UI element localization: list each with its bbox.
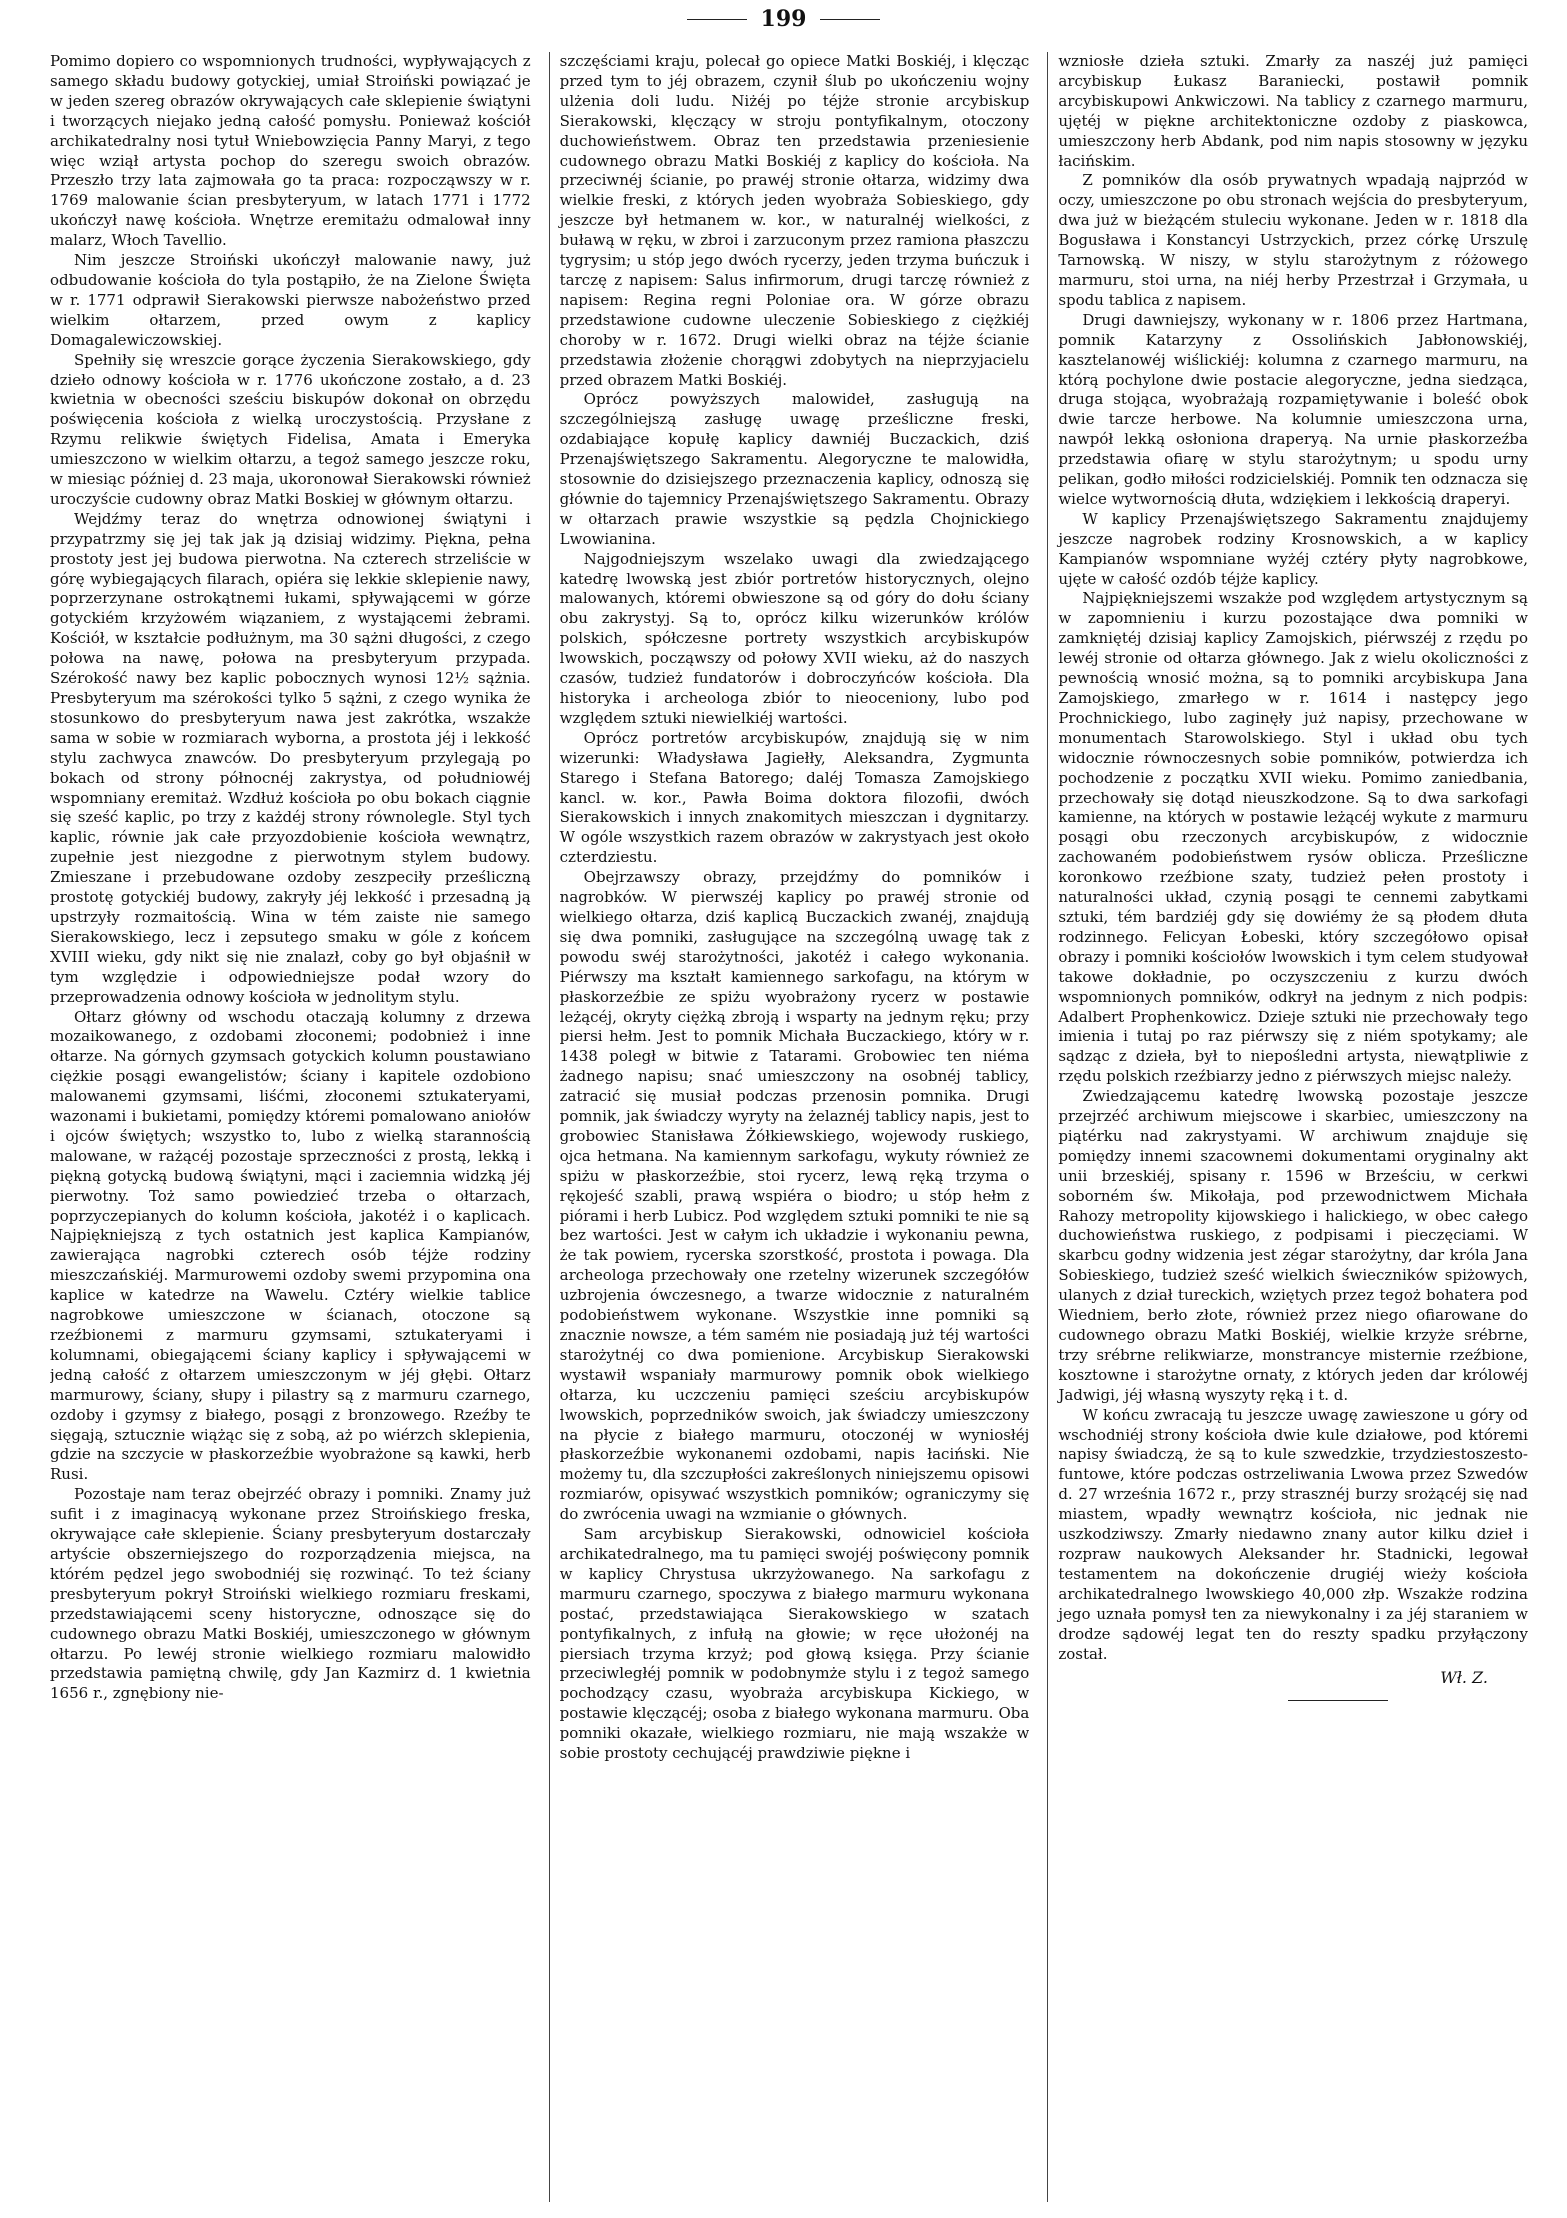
paragraph: Najgodniejszym wszelako uwagi dla zwiedzającego katedrę lwowską jest zbiór portretów historycznych, olejno malowanych, któremi obwieszone są od góry do dołu ściany obu zakrystyj. Są to, oprócz kilku wizerunków królów polskich, spółczesne portrety wszystkich arcybiskupów lwowskich, począwszy od połowy XVII wieku, aż do naszych czasów, tudzież fundatorów i dobroczyńców kościoła. Dla historyka i archeologa zbiór to nieoceniony, lubo pod względem sztuki niewielkiéj wartości.	[559, 549, 1030, 727]
header-rule-right	[820, 19, 880, 20]
paragraph: Pozostaje nam teraz obejrzéć obrazy i pomniki. Znamy już sufit i z imaginacyą wykonane przez Stroińskiego freska, okrywające całe sklepienie. Ściany presbyteryum dostarczały artyście obszerniejszego do rozporządzenia miejsca, na którém pędzel jego swobodniéj się rozwinąć. To też ściany presbyteryum pokrył Stroiński wielkiego rozmiaru freskami, przedstawiającemi sceny historyczne, odnoszące się do cudownego obrazu Matki Boskiéj, umieszczonego w głównym ołtarzu. Po lewéj stronie wielkiego rozmiaru malowidło przedstawia pamiętną chwilę, gdy Jan Kazmirz d. 1 kwietnia 1656 r., zgnębiony nie-	[50, 1485, 531, 1703]
header-rule-left	[687, 19, 747, 20]
paragraph: Obejrzawszy obrazy, przejdźmy do pomników i nagrobków. W pierwszéj kaplicy po prawéj stronie od wielkiego ołtarza, dziś kaplicą Buczackich zwanéj, znajdują się dwa pomniki, zasługujące na szczególną uwagę tak z powodu swéj starożytności, jakotéż i całego wykonania. Piérwszy ma kształt kamiennego sarkofagu, na którym w płaskorzeźbie ze spiżu wyobrażony rycerz w postawie leżącéj, okryty ciężką zbroją i wsparty na jednym ręku; przy piersi hełm. Jest to pomnik Michała Buczackiego, który w r. 1438 poległ w bitwie z Tatarami. Grobowiec ten niéma żadnego napisu; snać umieszczony na osobnéj tablicy, zatracić się musiał podczas przenosin pomnika. Drugi pomnik, jak świadczy wyryty na żelaznéj tablicy napis, jest to grobowiec Stanisława Żółkiewskiego, wojewody ruskiego, ojca hetmana. Na kamiennym sarkofagu, wykuty również ze spiżu w płaskorzeźbie, stoi rycerz, lewą ręką trzyma o rękojeść szabli, prawą wspiéra o biodro; u stóp hełm z piórami i herb Lubicz. Pod względem sztuki pomniki te nie są bez wartości. Jest w całym ich układzie i wykonaniu pewna, że tak powiem, rycerska szorstkość, prostota i powaga. Dla archeologa przechowały one rzetelny wizerunek szczegółów uzbrojenia ówczesnego, a twarze widocznie z naturalném podobieństwem wykonane. Wszystkie inne pomniki są znacznie nowsze, a tém samém nie posiadają już téj wartości starożytnéj co dwa pomienione. Arcybiskup Sierakowski wystawił wspaniały marmurowy pomnik obok wielkiego ołtarza, ku uczczeniu pamięci sześciu arcybiskupów lwowskich, poprzedników swoich, jak świadczy umieszczony na płycie z białego marmuru, otoczonéj w wyniosłéj płaskorzeźbie wykonanemi ozdobami, napis łaciński. Nie możemy tu, dla szczupłości zakreślonych niniejszemu opisowi rozmiarów, opisywać wszystkich pomników; ograniczymy się do zwrócenia uwagi na wzmianie o głównych.	[559, 868, 1030, 1524]
paragraph: Nim jeszcze Stroiński ukończył malowanie nawy, już odbudowanie kościoła do tyla postąpiło, że na Zielone Święta w r. 1771 odprawił Sierakowski pierwsze nabożeństwo przed wielkim ołtarzem, przed owym z kaplicy Domagalewiczowskiej.	[50, 251, 531, 349]
paragraph: Oprócz powyższych malowideł, zasługują na szczególniejszą zasługę uwagę prześliczne freski, ozdabiające kopułę kaplicy dawniéj Buczackich, dziś Przenajświętszego Sakramentu. Alegoryczne te malowidła, stosownie do dzisiejszego przeznaczenia kaplicy, odnoszą się głównie do tajemnicy Przenajświętszego Sakramentu. Obrazy w ołtarzach prawie wszystkie są pędzla Chojnickiego Lwowianina.	[559, 390, 1030, 548]
page-header	[0, 6, 1567, 32]
paragraph: Oprócz portretów arcybiskupów, znajdują się w nim wizerunki: Władysława Jagiełły, Aleksandra, Zygmunta Starego i Stefana Batorego; daléj Tomasza Zamojskiego kancl. w. kor., Pawła Boima doktora filozofii, dwóch Sierakowskich i innych znakomitych mieszczan i dygnitarzy. W ogóle wszystkich razem obrazów w zakrystyach jest około czterdziestu.	[559, 728, 1030, 867]
text-column-3	[1047, 52, 1528, 2202]
paragraph: Pomimo dopiero co wspomnionych trudności, wypływających z samego składu budowy gotyckiej, umiał Stroiński powiązać je w jeden szereg obrazów okrywających całe sklepienie świątyni i tworzących niejako jedną całość pomysłu. Ponieważ kościół archikatedralny nosi tytuł Wniebowzięcia Panny Maryi, z tego więc wziął artysta pochop do szeregu swoich obrazów. Przeszło trzy lata zajmowała go ta praca: rozpocząwszy w r. 1769 malowanie ścian presbyteryum, w latach 1771 i 1772 ukończył nawę kościoła. Wnętrze eremitażu odmalował inny malarz, Włoch Tavellio.	[50, 52, 531, 250]
text-column-1	[50, 52, 531, 2202]
paragraph: Spełniły się wreszcie gorące życzenia Sierakowskiego, gdy dzieło odnowy kościoła w r. 1776 ukończone zostało, a d. 23 kwietnia w obecności sześciu biskupów dokonał on obrzędu poświęcenia kościoła z wielką uroczystością. Przysłane z Rzymu relikwie świętych Fidelisa, Amata i Emeryka umieszczono w wielkim ołtarzu, a tegoż samego jeszcze roku, w miesiąc później d. 23 maja, ukoronował Sierakowski również uroczyście cudowny obraz Matki Boskiej w głównym ołtarzu.	[50, 350, 531, 508]
paragraph: W końcu zwracają tu jeszcze uwagę zawieszone u góry od wschodniéj strony kościoła dwie kule działowe, pod któremi napisy świadczą, że są to kule szwedzkie, trzydziestoszesto-funtowe, które podczas ostrzeliwania Lwowa przez Szwedów d. 27 września 1672 r., przy strasznéj burzy srożącéj się nad miastem, wpadły wewnątrz kościoła, nic jednak nie uszkodziwszy. Zmarły niedawno znany autor kilku dzieł i rozpraw naukowych Aleksander hr. Stadnicki, legował testamentem na dokończenie drugiéj wieży kościoła archikatedralnego lwowskiego 40,000 złp. Wszakże rodzina jego uznała pomysł ten za niewykonalny i za jéj staraniem w drodze sądowéj legat ten do reszty spadku przyłączony został.	[1058, 1405, 1528, 1663]
paragraph: Drugi dawniejszy, wykonany w r. 1806 przez Hartmana, pomnik Katarzyny z Ossolińskich Jabłonowskiéj, kasztelanowéj wiślickiéj: kolumna z czarnego marmuru, na którą pochylone dwie postacie alegoryczne, jedna siedząca, druga stojąca, wyobrażają rozpamiętywanie i boleść obok dwie tarcze herbowe. Na kolumnie umieszczona urna, nawpół lekką osłoniona draperyą. Na urnie płaskorzeźba przedstawia ofiarę w stylu starożytnym; u spodu urny pelikan, godło miłości rodzicielskiéj. Pomnik ten odznacza się wielce wytwornością dłuta, wdziękiem i lekkością draperyi.	[1058, 310, 1528, 508]
paragraph: Najpiękniejszemi wszakże pod względem artystycznym są w zapomnieniu i kurzu pozostające dwa pomniki w zamkniętéj dzisiaj kaplicy Zamojskich, piérwszéj z rzędu po lewéj stronie od ołtarza głównego. Jak z wielu okoliczności z pewnością wnosić można, są to pomniki arcybiskupa Jana Zamojskiego, zmarłego w r. 1614 i następcy jego Prochnickiego, lubo zaginęły już napisy, przechowane w monumentach Starowolskiego. Styl i układ obu tych widocznie równoczesnych sobie pomników, potwierdza ich pochodzenie z początku XVII wieku. Pomimo zaniedbania, przechowały się dotąd nieuszkodzone. Są to dwa sarkofagi kamienne, na których w postawie leżącéj wykute z marmuru posągi obu rzeczonych arcybiskupów, z widocznie zachowaném podobieństwem rysów oblicza. Prześliczne koronkowo rzeźbione szaty, tudzież pełen prostoty i naturalności układ, czynią posągi te cennemi zabytkami sztuki, tém bardziéj gdy się dowiémy że są płodem dłuta rodzinnego. Felicyan Łobeski, który szczegółowo opisał obrazy i pomniki kościołów lwowskich i tym celem studyował takowe dokładnie, po oczyszczeniu z kurzu dwóch wspomnionych pomników, odkrył na jednym z nich podpis: Adalbert Prophenkowicz. Dzieje sztuki nie przechowały tego imienia i tutaj po raz piérwszy się z niém spotykamy; ale sądząc z dzieła, był to niepośledni artysta, niewątpliwie z rzędu polskich rzeźbiarzy jedno z piérwszych miejsc należy.	[1058, 589, 1528, 1086]
paragraph: Sam arcybiskup Sierakowski, odnowiciel kościoła archikatedralnego, ma tu pamięci swojéj poświęcony pomnik w kaplicy Chrystusa ukrzyżowanego. Na sarkofagu z marmuru czarnego, spoczywa z białego marmuru wykonana postać, przedstawiająca Sierakowskiego w szatach pontyfikalnych, z infułą na głowie; w ręce ułożonéj na piersiach trzyma krzyż; pod głową księga. Przy ścianie przeciwległéj pomnik w podobnymże stylu i z tegoż samego pochodzący czasu, wyobraża arcybiskupa Kickiego, w postawie klęczącéj; osoba z białego wykonana marmuru. Oba pomniki okazałe, wielkiego rozmiaru, nie mają wszakże w sobie prostoty cechującéj prawdziwie piękne i	[559, 1525, 1030, 1763]
author-signature: Wł. Z.	[1440, 1668, 1488, 1688]
page-number: 199	[760, 6, 807, 32]
paragraph: Wejdźmy teraz do wnętrza odnowionej świątyni i przypatrzmy się jej tak jak ją dzisiaj widzimy. Piękna, pełna prostoty jest jej budowa pierwotna. Na czterech strzeliście w górę wybiegających filarach, opiéra się lekkie sklepienie nawy, poprzerzynane ostrokątnemi łukami, spływającemi w górze gotyckiém krzyżowém wiązaniem, z wystającemi żebrami. Kościół, w kształcie podłużnym, ma 30 sążni długości, z czego połowa na nawę, połowa na presbyteryum przypada. Szérokość nawy bez kaplic pobocznych wynosi 12½ sążnia. Presbyteryum ma szérokości tylko 5 sążni, z czego wynika że stosunkowo do presbyteryum nawa jest zakrótka, wszakże sama w sobie w rozmiarach wyborna, a prostota jéj i lekkość stylu zachwyca znawców. Do presbyteryum przylegają po bokach od strony północnéj zakrystya, od południowéj wspomniany eremitaż. Wzdłuż kościoła po obu bokach ciągnie się sześć kaplic, po trzy z każdéj strony równolegle. Styl tych kaplic, równie jak całe przyozdobienie kościoła wewnątrz, zupełnie jest niezgodne z pierwotnym stylem budowy. Zmieszane i przebudowane ozdoby zeszpeciły prześliczną prostotę gotyckiéj budowy, zakryły jéj lekkość i przesadną ją upstrzyły rozmaitością. Wina w tém zaiste nie samego Sierakowskiego, lecz i zepsutego smaku w góle z końcem XVIII wieku, gdy nikt się nie znalazł, coby go był objaśnił w tym względzie i odpowiedniejsze podał wzory do przeprowadzenia odnowy kościoła w jednolitym stylu.	[50, 509, 531, 1006]
paragraph: W kaplicy Przenajświętszego Sakramentu znajdujemy jeszcze nagrobek rodziny Krosnowskich, a w kaplicy Kampianów wspomniane wyżéj cztéry płyty nagrobkowe, ujęte w całość ozdób téjże kaplicy.	[1058, 509, 1528, 588]
text-columns	[50, 52, 1528, 2202]
paragraph: szczęściami kraju, polecał go opiece Matki Boskiéj, i klęcząc przed tym to jéj obrazem, czynił ślub po ukończeniu wojny ulżenia doli ludu. Niżéj po téjże stronie arcybiskup Sierakowski, klęczący w stroju pontyfikalnym, otoczony duchowieństwem. Obraz ten przedstawia przeniesienie cudownego obrazu Matki Boskiéj z kaplicy do kościoła. Na przeciwnéj ścianie, po prawéj stronie ołtarza, widzimy dwa wielkie freski, z których jeden wyobraża Sobieskiego, gdy jeszcze był hetmanem w. kor., w naturalnéj wielkości, z buławą w ręku, w zbroi i zarzuconym przez ramiona płaszczu tygrysim; u stóp jego dwóch rycerzy, jeden trzyma buńczuk i tarczę z napisem: Salus infirmorum, drugi tarczę również z napisem: Regina regni Poloniae ora. W górze obrazu przedstawione cudowne uleczenie Sobieskiego z ciężkiéj choroby w r. 1672. Drugi wielki obraz na téjże ścianie przedstawia złożenie chorągwi zdobytych na nieprzyjacielu przed obrazem Matki Boskiéj.	[559, 52, 1030, 389]
paragraph: Ołtarz główny od wschodu otaczają kolumny z drzewa mozaikowanego, z ozdobami złoconemi; podobnież i inne ołtarze. Na górnych gzymsach gotyckich kolumn poustawiano ciężkie posągi ewangelistów; ściany i kapitele ozdobiono malowanemi gzymsami, liśćmi, złoconemi sztukateryami, wazonami i bukietami, pomiędzy któremi pomalowano aniołów i ojców świętych; wszystko to, lubo z wielką starannością malowane, w rażącéj pozostaje sprzeczności z prostą, lekką i piękną gotycką budową świątyni, mąci i zaciemnia widzką jéj pierwotny. Toż samo powiedzieć trzeba o ołtarzach, poprzyczepianych do kolumn kościoła, jakotéż i o kaplicach. Najpiękniejszą z tych ostatnich jest kaplica Kampianów, zawierająca nagrobki czterech osób téjże rodziny mieszczańskiéj. Marmurowemi ozdoby swemi przypomina ona kaplice w katedrze na Wawelu. Cztéry wielkie tablice nagrobkowe umieszczone w ścianach, otoczone są rzeźbionemi z marmuru gzymsami, sztukateryami i kolumnami, obiegającemi ściany kaplicy i spływającemi w jedną całość z ołtarzem umieszczonym w jéj głębi. Ołtarz marmurowy, ściany, słupy i pilastry są z marmuru czarnego, ozdoby i gzymsy z białego, posągi z bronzowego. Rzeźby te sięgają, sztucznie wiążąc się z sobą, aż po wiérzch sklepienia, gdzie na szczycie w płaskorzeźbie wyobrażone są kawki, herb Rusi.	[50, 1007, 531, 1484]
paragraph: wzniosłe dzieła sztuki. Zmarły za naszéj już pamięci arcybiskup Łukasz Baraniecki, postawił pomnik arcybiskupowi Ankwiczowi. Na tablicy z czarnego marmuru, ujętéj w piękne architektoniczne ozdoby z piaskowca, umieszczony herb Abdank, pod nim napis stosowny w języku łacińskim.	[1058, 52, 1528, 170]
end-rule	[1288, 1700, 1388, 1701]
paragraph: Zwiedzającemu katedrę lwowską pozostaje jeszcze przejrzéć archiwum miejscowe i skarbiec, umieszczony na piątérku nad zakrystyami. W archiwum znajduje się pomiędzy innemi szacownemi dokumentami oryginalny akt unii brzeskiéj, spisany r. 1596 w Brześciu, w cerkwi soborném św. Mikołaja, pod przewodnictwem Michała Rahozy metropolity kijowskiego i halickiego, w obec całego duchowieństwa ruskiego, z podpisami i pieczęciami. W skarbcu godny widzenia jest zégar starożytny, dar króla Jana Sobieskiego, tudzież sześć wielkich świeczników spiżowych, ulanych z dział tureckich, wziętych przez tegoż bohatera pod Wiedniem, berło złote, również przez niego ofiarowane do cudownego obrazu Matki Boskiéj, wielkie krzyże srébrne, trzy srébrne relikwiarze, monstrancye misternie rzeźbione, kosztowne i starożytne ornaty, z których jeden dar królowéj Jadwigi, jéj własną wyszyty ręką i t. d.	[1058, 1087, 1528, 1404]
text-column-2	[549, 52, 1030, 2202]
paragraph: Z pomników dla osób prywatnych wpadają najprzód w oczy, umieszczone po obu stronach wejścia do presbyteryum, dwa już w bieżącém stuleciu wykonane. Jeden w r. 1818 dla Bogusława i Konstancyi Ustrzyckich, przez córkę Urszulę Tarnowską. W niszy, w stylu starożytnym z różowego marmuru, stoi urna, na niéj herby Przestrzał i Grzymała, u spodu tablica z napisem.	[1058, 171, 1528, 309]
